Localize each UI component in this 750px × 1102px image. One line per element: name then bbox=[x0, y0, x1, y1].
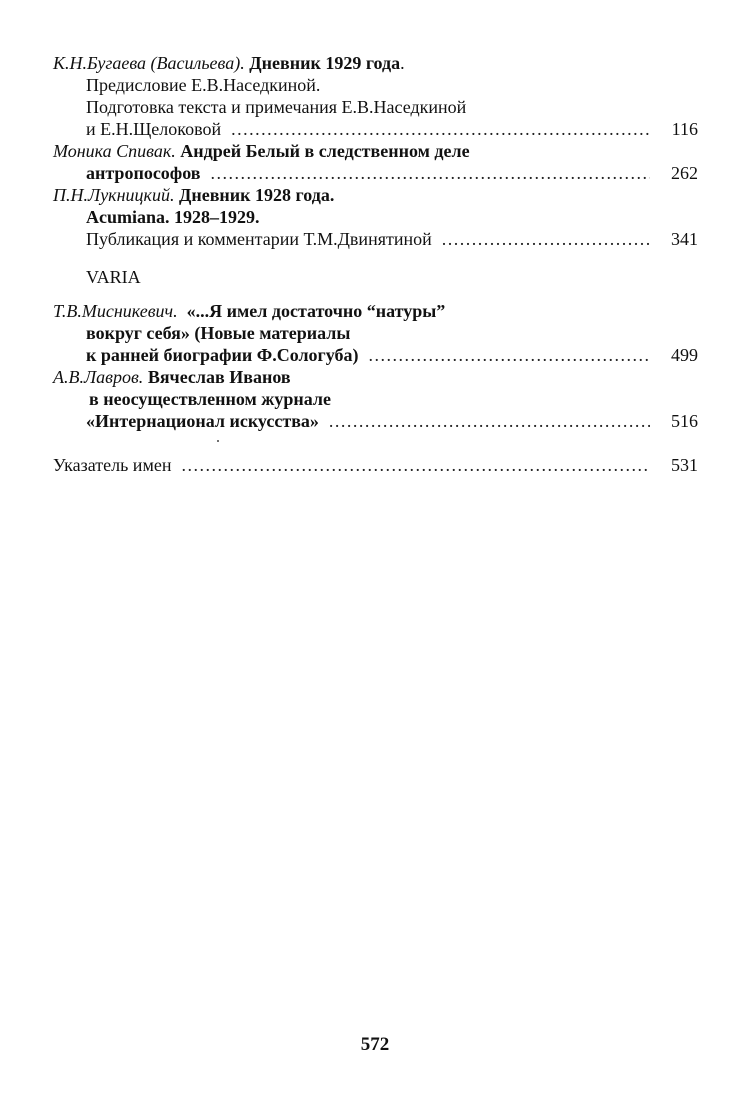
entry-last-line: «Интернационал искусства» bbox=[86, 411, 319, 431]
print-speck bbox=[217, 440, 219, 442]
entry-heading bbox=[53, 366, 698, 388]
page-ref: 116 bbox=[671, 119, 698, 139]
toc-entry bbox=[53, 184, 698, 250]
page-number: 572 bbox=[360, 1034, 390, 1055]
page-ref: 499 bbox=[671, 345, 698, 365]
section-heading: VARIA bbox=[86, 267, 141, 287]
entry-last-line: Публикация и комментарии Т.М.Двинятиной bbox=[86, 229, 432, 249]
entry-last-line: антропософов bbox=[86, 163, 201, 183]
entry-heading bbox=[53, 140, 698, 162]
entry-leader-line bbox=[53, 410, 698, 432]
toc-entry bbox=[53, 454, 698, 476]
page-ref: 262 bbox=[671, 163, 698, 183]
entry-title-end: . bbox=[400, 53, 405, 73]
dot-leader bbox=[181, 454, 650, 476]
entry-leader-line bbox=[53, 344, 698, 366]
entry-author: Моника Спивак. bbox=[53, 141, 176, 161]
entry-leader-line bbox=[53, 228, 698, 250]
entry-line: Предисловие Е.В.Наседкиной. bbox=[86, 75, 321, 95]
entry-line: Подготовка текста и примечания Е.В.Наседкиной bbox=[86, 97, 467, 117]
spacer bbox=[53, 432, 698, 454]
dot-leader bbox=[329, 410, 650, 432]
entry-heading bbox=[53, 300, 698, 322]
entry-title: Андрей Белый в следственном деле bbox=[180, 141, 470, 161]
dot-leader bbox=[211, 162, 650, 184]
entry-title: Дневник 1929 года bbox=[249, 53, 401, 73]
dot-leader bbox=[231, 118, 650, 140]
table-of-contents bbox=[53, 52, 698, 476]
entry-last-line: и Е.Н.Щелоковой bbox=[86, 119, 222, 139]
dot-leader bbox=[369, 344, 651, 366]
entry-last-line: Указатель имен bbox=[53, 455, 172, 475]
page-ref: 531 bbox=[671, 455, 698, 475]
entry-line: в неосуществленном журнале bbox=[89, 389, 331, 409]
toc-entry bbox=[53, 366, 698, 432]
toc-entry bbox=[53, 300, 698, 366]
entry-author: К.Н.Бугаева (Васильева). bbox=[53, 53, 245, 73]
dot-leader bbox=[442, 228, 650, 250]
entry-heading bbox=[53, 184, 698, 206]
entry-author: П.Н.Лукницкий. bbox=[53, 185, 175, 205]
toc-entry bbox=[53, 52, 698, 140]
entry-line: Acumiana. 1928–1929. bbox=[86, 207, 260, 227]
entry-last-line: к ранней биографии Ф.Сологуба) bbox=[86, 345, 359, 365]
entry-leader-line bbox=[53, 118, 698, 140]
entry-heading bbox=[53, 52, 698, 74]
toc-entry bbox=[53, 140, 698, 184]
page-ref: 341 bbox=[671, 229, 698, 249]
entry-title: «...Я имел достаточно “натуры” bbox=[186, 301, 446, 321]
entry-line: вокруг себя» (Новые материалы bbox=[86, 323, 351, 343]
entry-title: Вячеслав Иванов bbox=[147, 367, 291, 387]
entry-author: Т.В.Мисникевич. bbox=[53, 301, 178, 321]
entry-leader-line bbox=[53, 162, 698, 184]
entry-author: А.В.Лавров. bbox=[53, 367, 144, 387]
entry-title: Дневник 1928 года. bbox=[178, 185, 335, 205]
page-ref: 516 bbox=[671, 411, 698, 431]
entry-leader-line bbox=[53, 454, 698, 476]
